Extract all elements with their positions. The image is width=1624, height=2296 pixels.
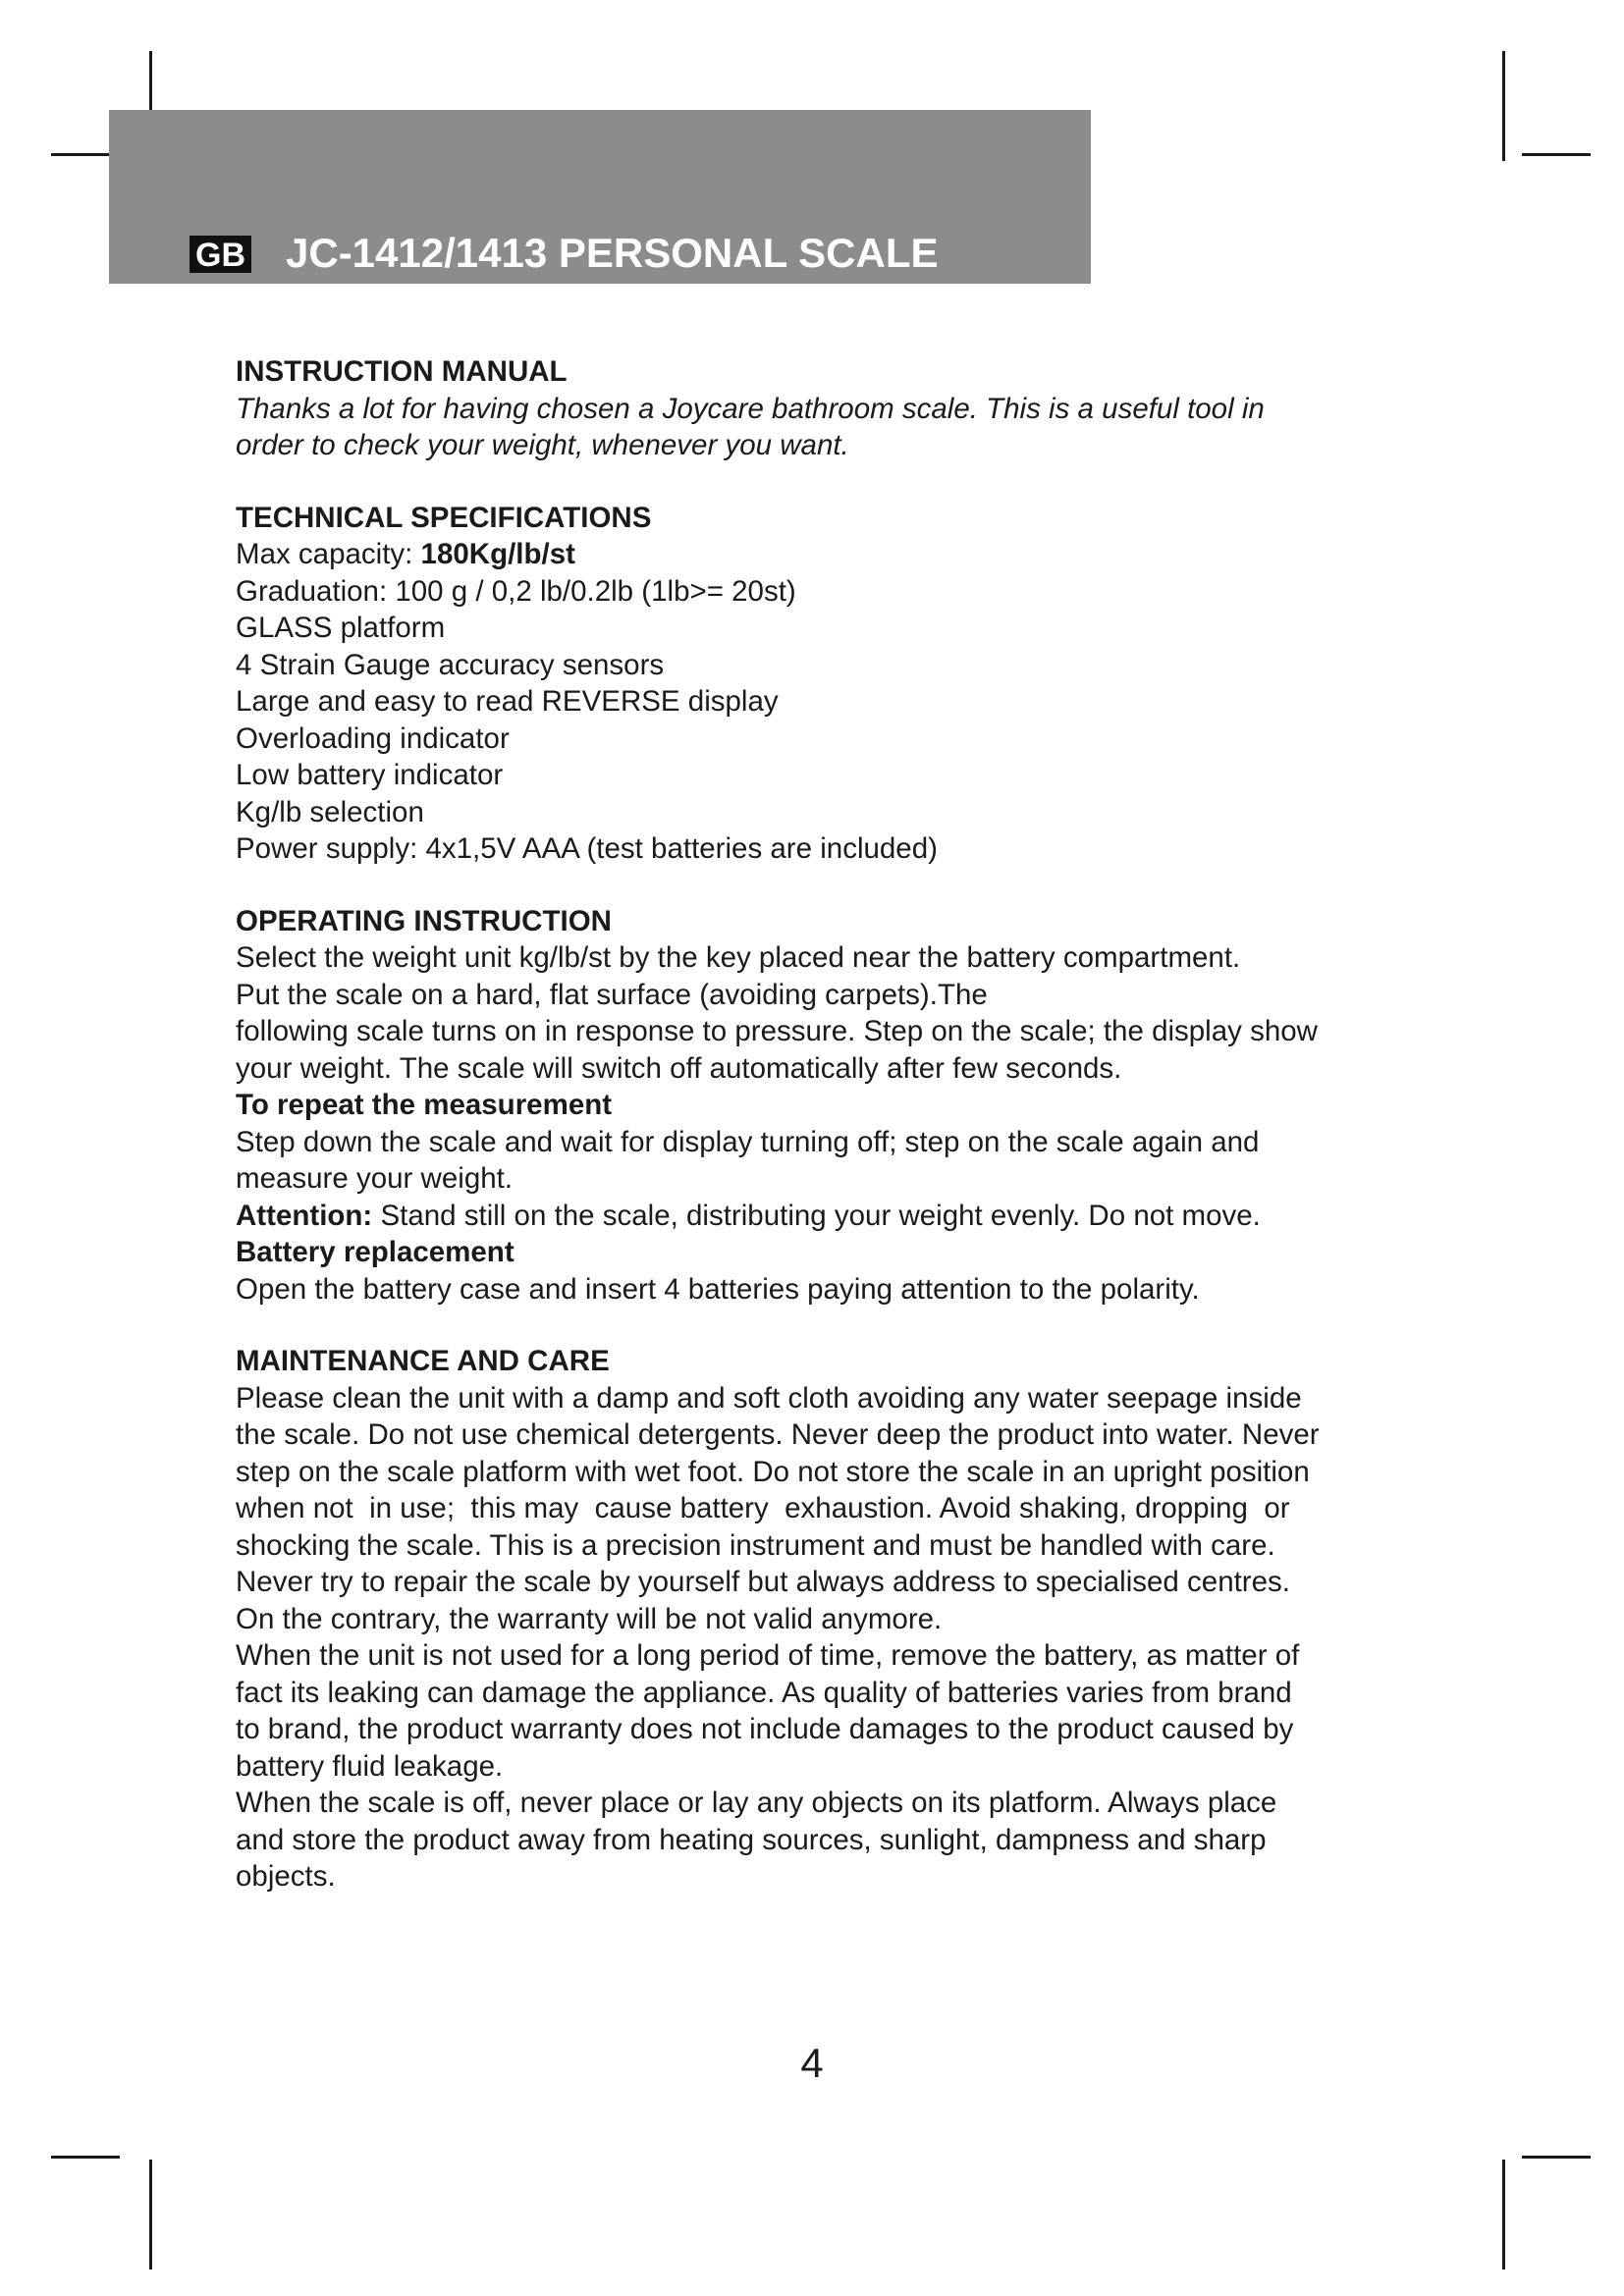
spec-item: Power supply: 4x1,5V AAA (test batteries are included) <box>236 832 938 865</box>
spec-item: Low battery indicator <box>236 759 504 791</box>
intro-line: Thanks a lot for having chosen a Joycare bathroom scale. This is a useful tool in <box>236 392 1265 425</box>
crop-mark-top-right-horizontal <box>1522 153 1591 156</box>
manual-content <box>236 353 1414 1896</box>
crop-mark-bottom-right-vertical <box>1502 2160 1505 2269</box>
capacity-label: Max capacity: <box>236 538 421 570</box>
repeat-heading: To repeat the measurement <box>236 1089 613 1121</box>
maintenance-line: Please clean the unit with a damp and soft cloth avoiding any water seepage inside <box>236 1381 1302 1415</box>
maintenance-line: When the unit is not used for a long period of time, remove the battery, as matter of <box>236 1639 1300 1672</box>
repeat-line: Step down the scale and wait for display turning off; step on the scale again and <box>236 1125 1260 1158</box>
specs-heading: TECHNICAL SPECIFICATIONS <box>236 501 652 534</box>
maintenance-line: When the scale is off, never place or lay any objects on its platform. Always place <box>236 1787 1277 1819</box>
crop-mark-bottom-right-horizontal <box>1522 2156 1591 2159</box>
maintenance-line: the scale. Do not use chemical detergents. Never deep the product into water. Never <box>236 1418 1320 1451</box>
intro-line: order to check your weight, whenever you want. <box>236 429 849 461</box>
battery-heading: Battery replacement <box>236 1236 514 1268</box>
repeat-line: measure your weight. <box>236 1162 514 1195</box>
spec-item: GLASS platform <box>236 612 446 644</box>
spec-capacity <box>236 536 1414 573</box>
operating-line: Select the weight unit kg/lb/st by the key placed near the battery compartment. <box>236 941 1241 974</box>
maintenance-line: to brand, the product warranty does not include damages to the product caused by <box>236 1713 1294 1745</box>
maintenance-line: battery fluid leakage. <box>236 1749 504 1783</box>
operating-line: your weight. The scale will switch off automatically after few seconds. <box>236 1051 1122 1085</box>
spec-item: Graduation: 100 g / 0,2 lb/0.2lb (1lb>= 20st) <box>236 574 796 608</box>
operating-heading: OPERATING INSTRUCTION <box>236 904 612 937</box>
document-title: JC-1412/1413 PERSONAL SCALE <box>286 230 939 276</box>
language-badge: GB <box>189 236 251 273</box>
maintenance-line: objects. <box>236 1860 336 1893</box>
operating-line: Put the scale on a hard, flat surface (avoiding carpets).The <box>236 978 988 1011</box>
maintenance-line: On the contrary, the warranty will be not valid anymore. <box>236 1602 943 1635</box>
maintenance-line: shocking the scale. This is a precision instrument and must be handled with care. <box>236 1528 1275 1562</box>
spec-item: Kg/lb selection <box>236 795 424 828</box>
maintenance-line: fact its leaking can damage the appliance. As quality of batteries varies from brand <box>236 1676 1292 1709</box>
attention-line <box>236 1198 1414 1235</box>
battery-text: Open the battery case and insert 4 batteries paying attention to the polarity. <box>236 1272 1200 1306</box>
maintenance-line: step on the scale platform with wet foot. Do not store the scale in an upright position <box>236 1455 1310 1488</box>
maintenance-line: when not in use; this may cause battery exhaustion. Avoid shaking, dropping or <box>236 1492 1290 1524</box>
crop-mark-top-right-vertical <box>1502 51 1505 161</box>
spec-item: Overloading indicator <box>236 721 510 755</box>
spec-item: Large and easy to read REVERSE display <box>236 685 779 718</box>
maintenance-heading: MAINTENANCE AND CARE <box>236 1345 610 1377</box>
maintenance-line: and store the product away from heating sources, sunlight, dampness and sharp <box>236 1823 1267 1856</box>
page-number: 4 <box>800 2040 824 2086</box>
operating-line: following scale turns on in response to pressure. Step on the scale; the display show <box>236 1015 1318 1047</box>
intro-heading: INSTRUCTION MANUAL <box>236 355 568 388</box>
maintenance-line: Never try to repair the scale by yourself but always address to specialised centres. <box>236 1566 1290 1598</box>
crop-mark-bottom-left-horizontal <box>51 2156 120 2159</box>
attention-label: Attention: <box>236 1199 373 1232</box>
header-band <box>109 110 1091 284</box>
spec-item: 4 Strain Gauge accuracy sensors <box>236 648 665 681</box>
crop-mark-bottom-left-vertical <box>149 2160 152 2269</box>
capacity-value: 180Kg/lb/st <box>420 538 575 570</box>
attention-text: Stand still on the scale, distributing your weight evenly. Do not move. <box>372 1199 1261 1232</box>
